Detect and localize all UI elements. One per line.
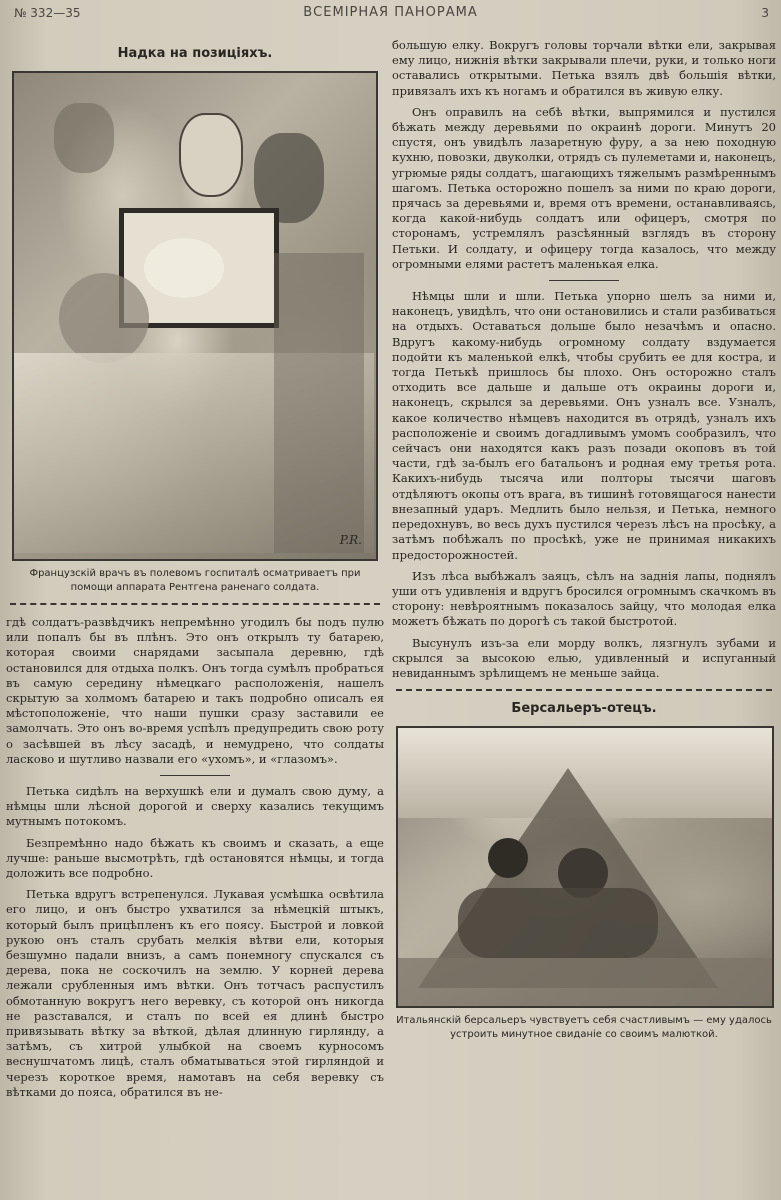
left-body-text: [6, 615, 384, 1100]
issue-number: № 332—35: [14, 6, 81, 20]
paragraph: большую елку. Вокругъ головы торчали вѣтки ели, закрывая ему лицо, нижнія вѣтки закрывали плечи, руки, и только ноги оставались открытыми. Петька взялъ двѣ большія вѣтки, привязалъ ихъ къ ногамъ и обратился въ живую елку.: [392, 38, 776, 98]
paragraph: Нѣмцы шли и шли. Петька упорно шелъ за ними и, наконецъ, увидѣлъ, что они остановились и стали разбиваться на отдыхъ. Оставаться дольше было незачѣмъ и опасно. Вдругъ какому-нибудь огромному солдату вздумается подойти къ маленькой елкѣ, чтобы срубить ее для костра, и тогда Петькѣ пришлось бы плохо. Онъ осторожно сталъ отходить все дальше и дальше отъ окраины дороги и, наконецъ, скрылся за деревьями. Онъ узналъ все. Узналъ, какое количество нѣмцевъ находится въ отрядѣ, узналъ ихъ расположеніе и своимъ догадливымъ умомъ сообразилъ, что сейчасъ они находятся какъ разъ позади окоповъ въ той части, гдѣ за-былъ его батальонъ и родная ему третья рота. Какихъ-нибудь тысяча или полторы тысячи шаговъ отдѣляютъ окопы отъ врага, въ тишинѣ готовящагося нанести внезапный ударъ. Медлить было нельзя, и Петька, немного передохнувъ, во весь духъ пустился черезъ лѣсъ на просѣку, а затѣмъ побѣжалъ по просѣкѣ, уже не принимая никакихъ предосторожностей.: [392, 289, 776, 562]
paragraph: Безпремѣнно надо бѣжать къ своимъ и сказать, а еще лучше: раньше высмотрѣть, гдѣ остановятся нѣмцы, и тогда доложить все подробно.: [6, 835, 384, 881]
xray-illustration: [12, 71, 378, 561]
section-rule: [160, 775, 230, 776]
running-head: [0, 0, 781, 28]
paragraph: Высунулъ изъ-за ели морду волкъ, лязгнулъ зубами и скрылся за высокою елью, удивленный и испуганный невиданнымъ зрѣлищемъ не меньше зайца.: [392, 635, 776, 680]
paragraph: Петька вдругъ встрепенулся. Лукавая усмѣшка освѣтила его лицо, и онъ быстро ухватился за нѣмецкій штыкъ, который былъ прицѣпленъ къ его поясу. Быстрой и ловкой рукою онъ сталъ срубать мелкія вѣтви ели, которыя безшумно падали внизъ, а самъ понемногу спускался съ дерева, пока не соскочилъ на землю. У корней дерева лежали срубленныя имъ вѣтки. Онъ тотчасъ распустилъ обмотанную вокругъ него веревку, съ которой онъ никогда не разставался, и сталъ по всей ея длинѣ быстро привязывать вѣтку за вѣткой, дѣлая длинную гирлянду, а затѣмъ, съ хитрой улыбкой на своемъ курносомъ веснушчатомъ лицѣ, сталъ обматываться этой гирляндой и черезъ короткое время, намотавъ на себя веревку съ вѣтками до пояса, обратился въ не-: [6, 887, 384, 1099]
article-title: Надка на позиціяхъ.: [117, 46, 273, 61]
dashed-divider: [10, 603, 380, 605]
paragraph: Петька сидѣлъ на верхушкѣ ели и думалъ свою думу, а нѣмцы шли лѣсной дорогой и сверху казались текущимъ мутнымъ потокомъ.: [6, 784, 384, 829]
page-number: 3: [761, 6, 769, 20]
dashed-divider: [396, 689, 772, 691]
bersaglieri-photo: [396, 726, 774, 1008]
section-rule: [549, 280, 619, 281]
paragraph: Онъ оправилъ на себѣ вѣтки, выпрямился и пустился бѣжать между деревьями по окраинѣ дороги. Минутъ 20 спустя, онъ увидѣлъ лазаретную фуру, а за нею походную кухню, повозки, двуколки, отрядъ съ пулеметами и, наконецъ, угрюмые ряды солдатъ, шагающихъ тяжелымъ размѣреннымъ шагомъ. Петька осторожно пошелъ за ними по краю дороги, прячась за деревьями и, время отъ времени, останавливаясь, когда какой-нибудь солдатъ или офицеръ, смотря по сторонамъ, устремлялъ разсѣянный взглядъ въ сторону Петьки. И солдату, и офицеру тогда казалось, что между огромными елями растетъ маленькая елка.: [392, 104, 776, 271]
illustration-caption: Французскій врачъ въ полевомъ госпиталѣ осматриваетъ при помощи аппарата Рентгена раненаго солдата.: [29, 568, 361, 593]
paragraph: гдѣ солдатъ-развѣдчикъ непремѣнно угодилъ бы подъ пулю или попалъ бы въ плѣнъ. Это онъ открылъ ту батарею, которая своими снарядами засыпала деревню, гдѣ остановился для отдыха полкъ. Онъ тогда сумѣлъ пробраться въ самую середину нѣмецкаго расположенія, нашелъ скрытую за холмомъ батарею и такъ подробно описалъ ея мѣстоположеніе, что наши пушки сразу заставили ее замолчать. Это онъ во-время успѣлъ предупредить свою роту о засѣвшей въ лѣсу засадѣ, и немудрено, что солдаты ласково и шутливо назвали его «ухомъ», и «глазомъ».: [6, 615, 384, 766]
right-column: [392, 38, 776, 1042]
right-body-text: [392, 38, 776, 681]
artist-signature: P.R.: [339, 533, 362, 547]
paragraph: Изъ лѣса выбѣжалъ заяцъ, сѣлъ на заднія лапы, поднялъ уши отъ удивленія и вдругъ бросился огромнымъ скачкомъ въ сторону: невѣроятнымъ показалось зайцу, что молодая елка можетъ бѣжать по дорогѣ съ такой быстротой.: [392, 568, 776, 629]
left-column: [6, 38, 384, 1106]
photo-caption: Итальянскій берсальеръ чувствуетъ себя счастливымъ — ему удалось устроить минутное свиданіе со своимъ малюткой.: [396, 1015, 772, 1041]
magazine-title: ВСЕМІРНАЯ ПАНОРАМА: [303, 5, 478, 20]
article-title: Берсальеръ-отецъ.: [511, 701, 657, 717]
